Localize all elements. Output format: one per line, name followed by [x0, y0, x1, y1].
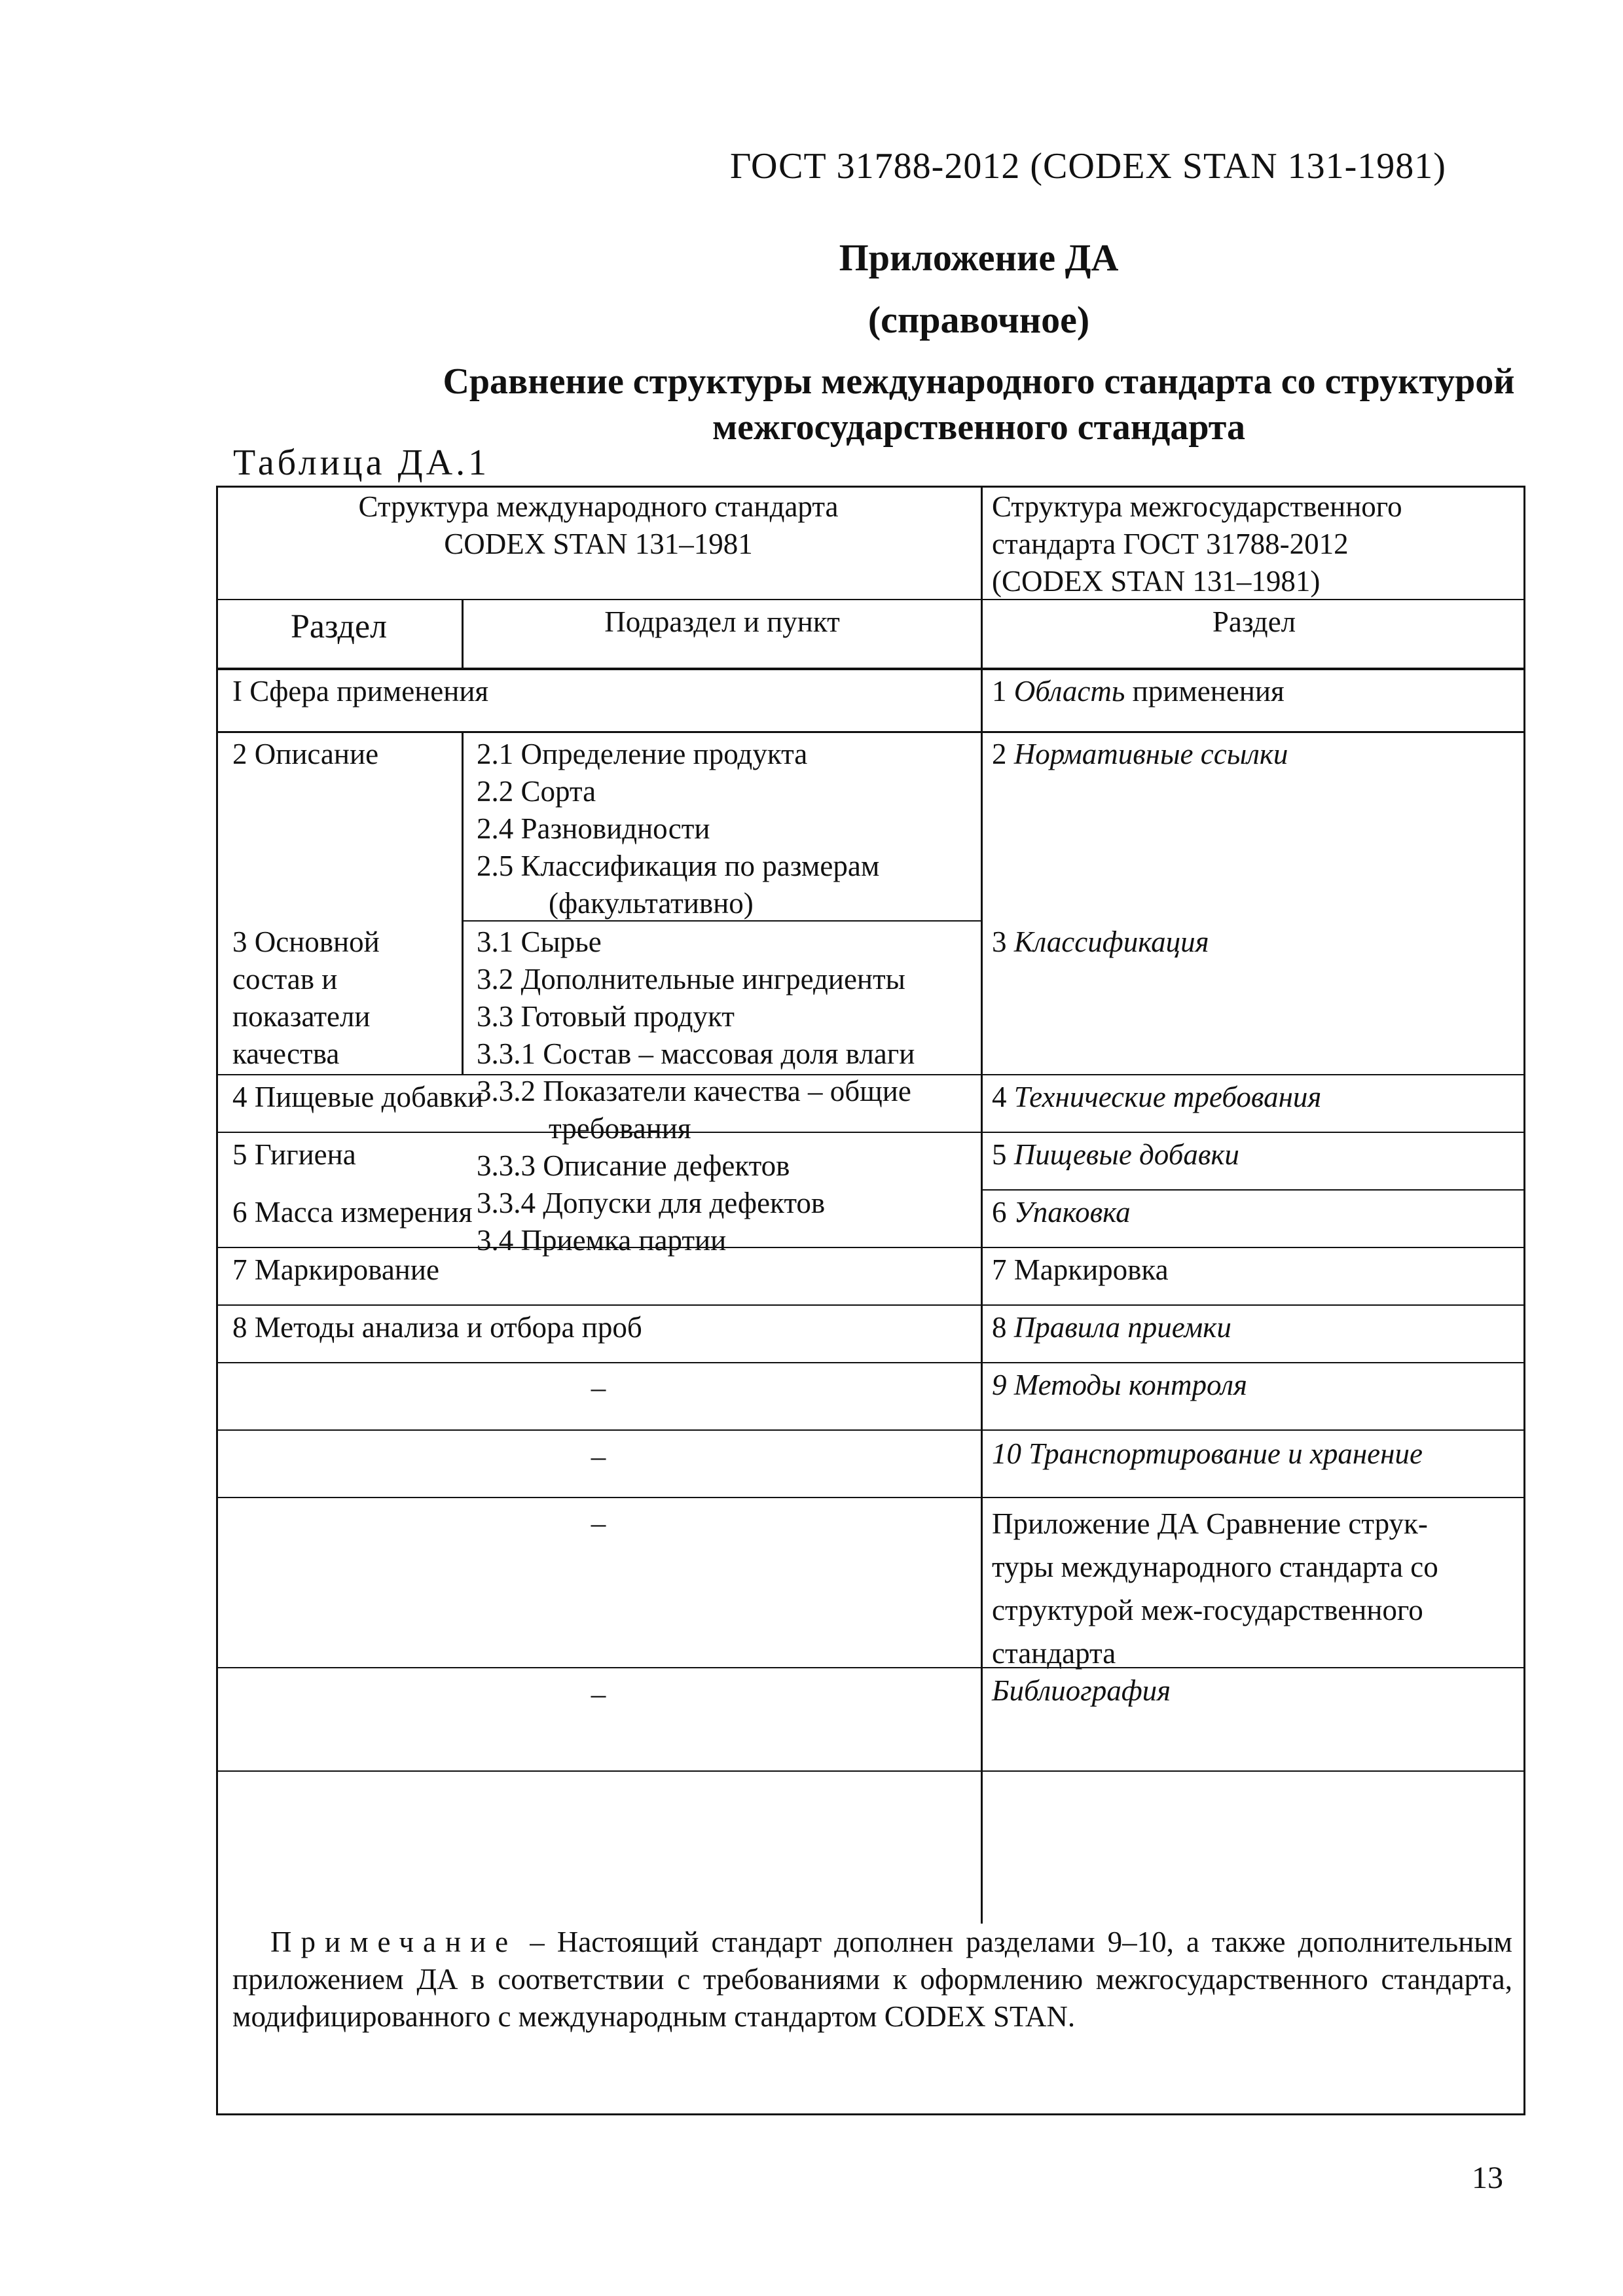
hline-2 [216, 668, 1525, 670]
appendix-kind: (справочное) [867, 298, 1090, 341]
row11-left-dash: – [591, 1507, 606, 1539]
header-interstate: Структура межгосударственного стандарта ГОСТ 31788-2012 (CODEX STAN 131–1981) [992, 490, 1402, 598]
subtitle-line-2: межгосударственного стандарта [712, 407, 1245, 448]
table-name: Таблица ДА.1 [233, 442, 490, 483]
hline-11 [216, 1429, 1525, 1431]
hline-14 [216, 1770, 1525, 1772]
subheader-subsection: Подраздел и пункт [604, 605, 840, 638]
table-border-bottom [216, 2113, 1525, 2115]
table-border-top [216, 486, 1525, 488]
appendix-subtitle [216, 359, 1623, 450]
row4-left: 4 Пищевые добавки [232, 1081, 484, 1113]
row2-left: 2 Описание [232, 738, 379, 770]
comparison-table [216, 486, 1525, 2115]
row5-left: 5 Гигиена [232, 1138, 356, 1171]
table-note [232, 1924, 1512, 2036]
row4-right: 4 Технические требования [992, 1081, 1322, 1113]
row7-left: 7 Маркирование [232, 1253, 439, 1286]
row8-left: 8 Методы анализа и отбора проб [232, 1311, 642, 1344]
row10-left-dash: – [591, 1440, 606, 1473]
column-divider [981, 486, 983, 1924]
hline-10 [216, 1362, 1525, 1363]
row2-mid: 2.1 Определение продукта 2.2 Сорта 2.4 Разновидности 2.5 Классификация по размерам (факультативно) [477, 738, 880, 920]
header-international: Структура международного стандарта CODEX STAN 131–1981 [358, 490, 839, 560]
row11-right: Приложение ДА Сравнение струк- туры международного стандарта со структурой меж-государственного стандарта [992, 1507, 1438, 1670]
subheader-right-section: Раздел [1212, 605, 1296, 638]
document-code: ГОСТ 31788-2012 (CODEX STAN 131-1981) [730, 146, 1446, 187]
table-border-right [1523, 486, 1525, 2115]
row3-left: 3 Основной состав и показатели качества [232, 925, 380, 1070]
row8-right: 8 Правила приемки [992, 1311, 1231, 1344]
hline-3 [216, 731, 1525, 733]
row2-right: 2 Нормативные ссылки [992, 738, 1288, 770]
row3-mid: 3.1 Сырье 3.2 Дополнительные ингредиенты 3.3 Готовый продукт 3.3.1 Состав – массовая доля влаги 3.3.2 Показатели качества – общие требования 3.3.3 Описание дефектов 3.3.4 Допуски для дефектов 3.4 Приемка партии [477, 925, 915, 1257]
hline-12 [216, 1497, 1525, 1498]
row12-right: Библиография [992, 1674, 1171, 1707]
appendix-title: Приложение ДА [839, 236, 1119, 279]
page-number: 13 [1472, 2161, 1503, 2195]
subcolumn-divider-body [462, 733, 464, 1074]
row6-right: 6 Упаковка [992, 1196, 1131, 1229]
hline-7 [981, 1189, 1525, 1191]
note-lead: Примечание [270, 1926, 518, 1958]
hline-9 [216, 1304, 1525, 1306]
subheader-section: Раздел [290, 608, 388, 645]
table-border-left [216, 486, 218, 2115]
note-text: – Настоящий стандарт дополнен разделами 9–10, а также дополнительным приложением ДА в соответствии с требованиями к оформлению межгосударственного стандарта, модифицированного с международным стандартом CODEX STAN. [232, 1926, 1512, 2033]
row9-left-dash: – [591, 1371, 606, 1404]
row5-right: 5 Пищевые добавки [992, 1138, 1239, 1171]
row12-left-dash: – [591, 1677, 606, 1710]
row1-right: 1 Область применения [992, 675, 1285, 708]
row1-left: I Сфера применения [232, 675, 489, 708]
subtitle-line-1: Сравнение структуры международного стандарта со структурой [443, 361, 1515, 402]
row10-right: 10 Транспортирование и хранение [992, 1437, 1423, 1470]
row7-right: 7 Маркировка [992, 1253, 1169, 1286]
row9-right: 9 Методы контроля [992, 1369, 1247, 1401]
row6-left: 6 Масса измерения [232, 1196, 473, 1229]
row3-right: 3 Классификация [992, 925, 1209, 958]
